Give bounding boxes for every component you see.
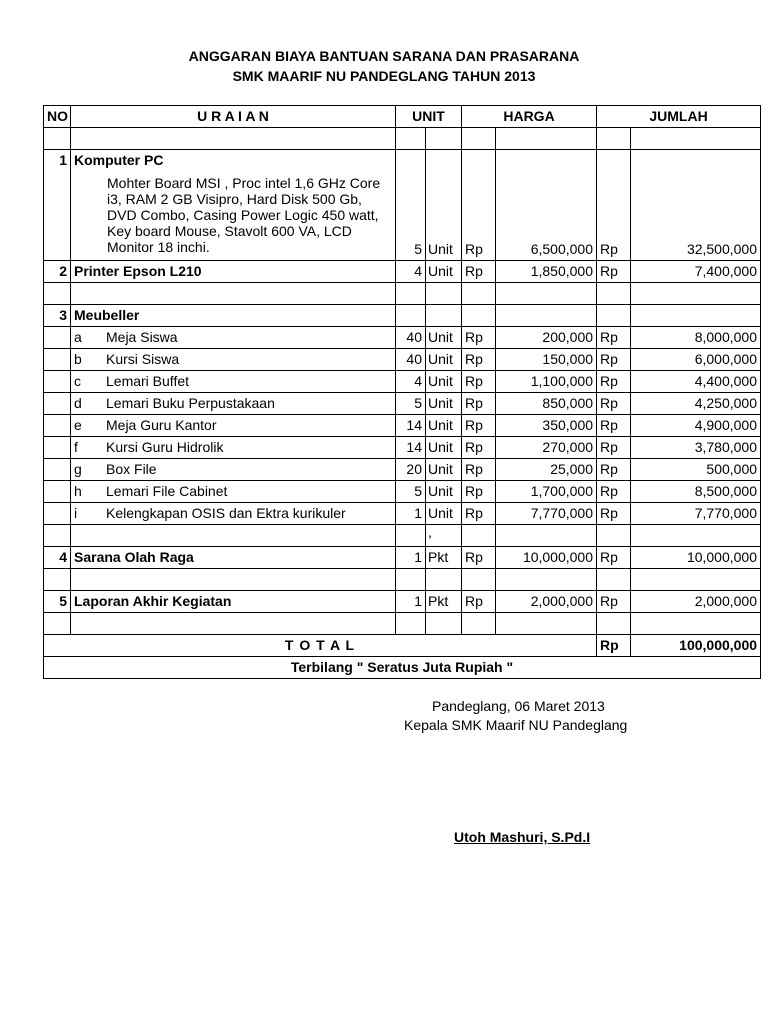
item-desc-cell: [71, 150, 396, 261]
item-jumlah: 8,000,000: [631, 327, 761, 349]
item-qty: 5: [396, 150, 426, 261]
item-harga: 1,700,000: [496, 481, 597, 503]
item-unit: Unit: [426, 415, 462, 437]
item-harga: 6,500,000: [496, 150, 597, 261]
item-row-sarana: [44, 547, 761, 569]
item-jumlah: 7,400,000: [631, 261, 761, 283]
sub-item-row: [44, 459, 761, 481]
currency: Rp: [462, 415, 496, 437]
budget-table: [43, 105, 761, 679]
sub-item-name: Lemari Buku Perpustakaan: [106, 395, 275, 411]
item-name: Sarana Olah Raga: [71, 547, 396, 569]
sub-item-code: a: [74, 329, 82, 345]
sub-item-name: Lemari Buffet: [106, 373, 190, 389]
item-jumlah: 32,500,000: [631, 150, 761, 261]
item-no: 5: [44, 591, 71, 613]
item-unit: Unit: [426, 349, 462, 371]
terbilang-row: [44, 657, 761, 679]
spacer-row: [44, 569, 761, 591]
col-no: NO: [44, 106, 71, 128]
spacer-row: [44, 128, 761, 150]
currency: Rp: [462, 349, 496, 371]
item-no: 1: [44, 150, 71, 261]
item-unit: Pkt: [426, 547, 462, 569]
sub-item-code: h: [74, 483, 82, 499]
col-jumlah: JUMLAH: [597, 106, 761, 128]
sub-item-name: Box File: [106, 461, 157, 477]
item-qty: 4: [396, 371, 426, 393]
item-harga: 270,000: [496, 437, 597, 459]
sub-item-name: Kursi Siswa: [106, 351, 180, 367]
document-subtitle: SMK MAARIF NU PANDEGLANG TAHUN 2013: [232, 68, 536, 84]
item-no: 4: [44, 547, 71, 569]
sub-item-row: [44, 503, 761, 525]
total-value: 100,000,000: [631, 635, 761, 657]
currency: Rp: [597, 547, 631, 569]
item-qty: 5: [396, 481, 426, 503]
sub-item-cell: [71, 459, 396, 481]
item-qty: 1: [396, 547, 426, 569]
sub-item-cell: [71, 393, 396, 415]
spacer-row: [44, 613, 761, 635]
item-no: [44, 371, 71, 393]
sub-item-cell: [71, 371, 396, 393]
item-name: Printer Epson L210: [71, 261, 396, 283]
sub-item-name: Meja Siswa: [106, 329, 178, 345]
item-unit: Unit: [426, 261, 462, 283]
sub-item-code: f: [74, 439, 78, 455]
item-harga: 200,000: [496, 327, 597, 349]
currency: Rp: [597, 635, 631, 657]
sub-item-name: Kelengkapan OSIS dan Ektra kurikuler: [106, 505, 346, 521]
item-qty: 1: [396, 503, 426, 525]
sub-item-row: [44, 437, 761, 459]
item-harga: 150,000: [496, 349, 597, 371]
currency: Rp: [597, 261, 631, 283]
currency: Rp: [462, 437, 496, 459]
currency: Rp: [597, 437, 631, 459]
currency: Rp: [597, 591, 631, 613]
item-row-komputer: [44, 150, 761, 261]
item-unit: Unit: [426, 371, 462, 393]
col-harga: HARGA: [462, 106, 597, 128]
stray-mark: ,: [426, 525, 462, 547]
currency: Rp: [462, 591, 496, 613]
header-row: [44, 106, 761, 128]
item-unit: Pkt: [426, 591, 462, 613]
col-unit: UNIT: [396, 106, 462, 128]
item-no: [44, 481, 71, 503]
currency: Rp: [597, 481, 631, 503]
item-unit: Unit: [426, 327, 462, 349]
sub-item-cell: [71, 327, 396, 349]
item-harga: 1,850,000: [496, 261, 597, 283]
total-label: T O T A L: [44, 635, 597, 657]
item-qty: 14: [396, 437, 426, 459]
currency: Rp: [462, 327, 496, 349]
currency: Rp: [597, 503, 631, 525]
item-row-meubeller: [44, 305, 761, 327]
item-unit: Unit: [426, 150, 462, 261]
item-name: Meubeller: [71, 305, 396, 327]
item-unit: Unit: [426, 503, 462, 525]
sub-item-row: [44, 481, 761, 503]
signature-role: Kepala SMK Maarif NU Pandeglang: [404, 717, 628, 733]
sub-item-row: [44, 393, 761, 415]
item-no: 3: [44, 305, 71, 327]
item-qty: 14: [396, 415, 426, 437]
item-qty: 40: [396, 349, 426, 371]
item-unit: Unit: [426, 481, 462, 503]
sub-item-cell: [71, 481, 396, 503]
item-unit: Unit: [426, 437, 462, 459]
item-harga: 1,100,000: [496, 371, 597, 393]
terbilang: Terbilang " Seratus Juta Rupiah ": [44, 657, 761, 679]
sub-item-code: g: [74, 461, 82, 477]
item-harga: 10,000,000: [496, 547, 597, 569]
item-description: Mohter Board MSI , Proc intel 1,6 GHz Core i3, RAM 2 GB Visipro, Hard Disk 500 Gb, DVD Combo, Casing Power Logic 450 watt, Key board Mouse, Stavolt 600 VA, LCD Monitor 18 inchi.: [107, 175, 381, 255]
item-no: [44, 393, 71, 415]
item-jumlah: 8,500,000: [631, 481, 761, 503]
spacer-row: [44, 283, 761, 305]
currency: Rp: [597, 349, 631, 371]
item-qty: 20: [396, 459, 426, 481]
sub-item-code: d: [74, 395, 82, 411]
item-harga: 350,000: [496, 415, 597, 437]
item-jumlah: 6,000,000: [631, 349, 761, 371]
item-jumlah: 4,900,000: [631, 415, 761, 437]
item-harga: 850,000: [496, 393, 597, 415]
item-row-printer: [44, 261, 761, 283]
col-uraian: U R A I A N: [71, 106, 396, 128]
item-jumlah: 4,400,000: [631, 371, 761, 393]
item-qty: 4: [396, 261, 426, 283]
item-no: 2: [44, 261, 71, 283]
item-harga: 7,770,000: [496, 503, 597, 525]
currency: Rp: [462, 261, 496, 283]
currency: Rp: [462, 393, 496, 415]
sub-item-name: Kursi Guru Hidrolik: [106, 439, 224, 455]
item-qty: 40: [396, 327, 426, 349]
sub-item-row: [44, 371, 761, 393]
item-no: [44, 327, 71, 349]
currency: Rp: [597, 327, 631, 349]
signature-place-date: Pandeglang, 06 Maret 2013: [432, 698, 605, 714]
item-name: Laporan Akhir Kegiatan: [71, 591, 396, 613]
sub-item-code: c: [74, 373, 81, 389]
sub-item-row: [44, 415, 761, 437]
sub-item-name: Meja Guru Kantor: [106, 417, 217, 433]
sub-item-cell: [71, 503, 396, 525]
item-qty: 5: [396, 393, 426, 415]
sub-item-cell: [71, 349, 396, 371]
currency: Rp: [597, 459, 631, 481]
sub-item-name: Lemari File Cabinet: [106, 483, 228, 499]
sub-item-row: [44, 349, 761, 371]
item-jumlah: 10,000,000: [631, 547, 761, 569]
item-qty: 1: [396, 591, 426, 613]
item-harga: 2,000,000: [496, 591, 597, 613]
item-unit: Unit: [426, 459, 462, 481]
currency: Rp: [597, 415, 631, 437]
sub-item-code: i: [74, 505, 78, 521]
currency: Rp: [462, 371, 496, 393]
item-no: [44, 503, 71, 525]
item-no: [44, 437, 71, 459]
currency: Rp: [462, 547, 496, 569]
sub-item-code: e: [74, 417, 82, 433]
currency: Rp: [462, 150, 496, 261]
sub-item-row: [44, 327, 761, 349]
sub-item-cell: [71, 437, 396, 459]
currency: Rp: [597, 150, 631, 261]
item-row-laporan: [44, 591, 761, 613]
signature-name: Utoh Mashuri, S.Pd.I: [454, 829, 591, 845]
currency: Rp: [462, 459, 496, 481]
currency: Rp: [597, 393, 631, 415]
item-jumlah: 500,000: [631, 459, 761, 481]
item-jumlah: 2,000,000: [631, 591, 761, 613]
sub-item-cell: [71, 415, 396, 437]
sub-item-code: b: [74, 351, 82, 367]
item-name: Komputer PC: [74, 152, 164, 168]
currency: Rp: [597, 371, 631, 393]
total-row: [44, 635, 761, 657]
currency: Rp: [462, 503, 496, 525]
item-unit: Unit: [426, 393, 462, 415]
spacer-row: [44, 525, 761, 547]
currency: Rp: [462, 481, 496, 503]
document-title: ANGGARAN BIAYA BANTUAN SARANA DAN PRASARANA: [188, 48, 580, 64]
item-harga: 25,000: [496, 459, 597, 481]
item-no: [44, 349, 71, 371]
item-jumlah: 4,250,000: [631, 393, 761, 415]
item-jumlah: 7,770,000: [631, 503, 761, 525]
item-no: [44, 459, 71, 481]
item-no: [44, 415, 71, 437]
item-jumlah: 3,780,000: [631, 437, 761, 459]
